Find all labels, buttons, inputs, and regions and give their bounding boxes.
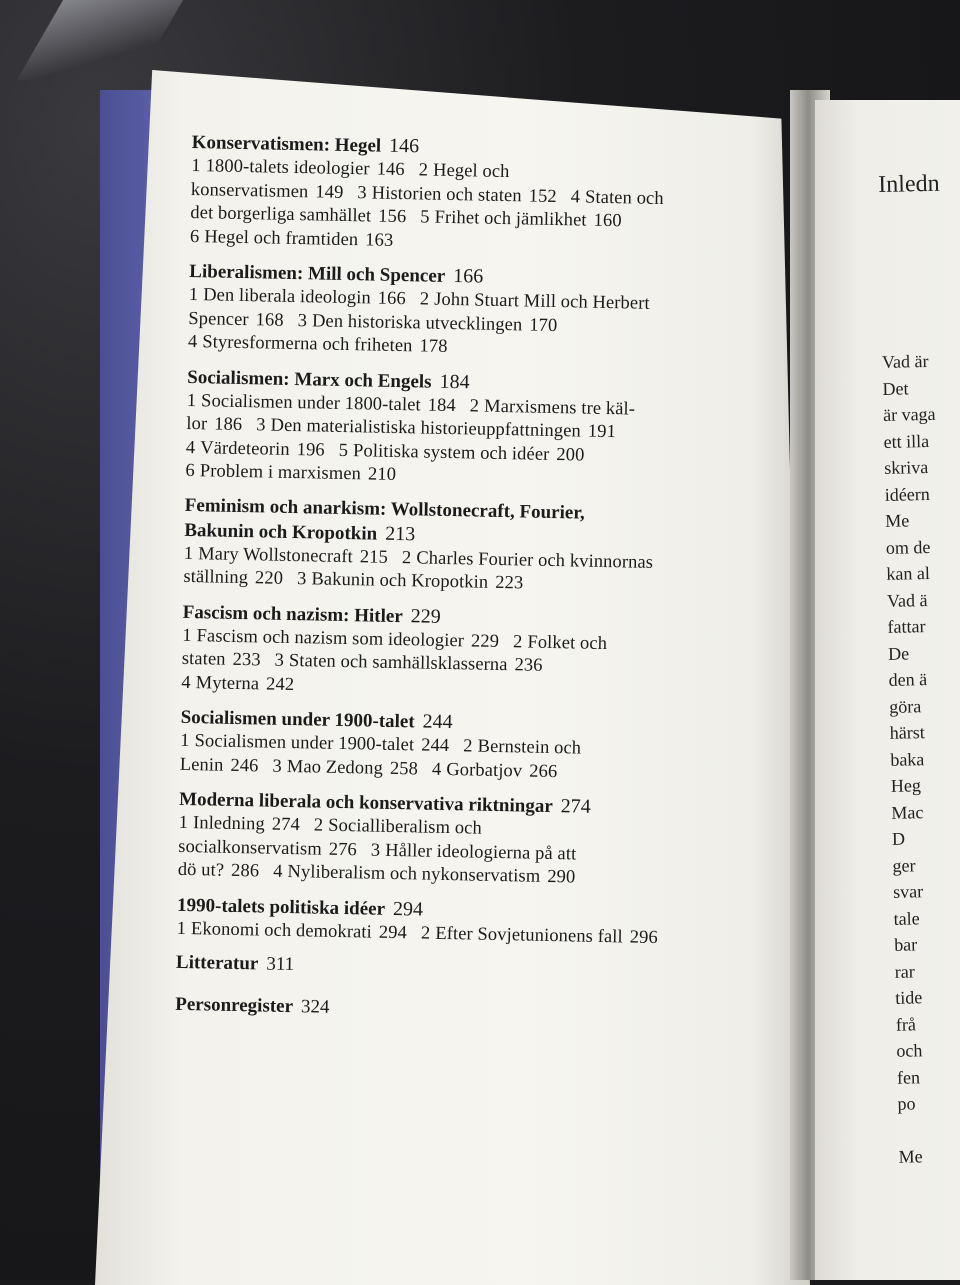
chapter-page: 146 <box>376 159 405 181</box>
chapter-title: Nyliberalism och nykonservatism <box>287 861 541 887</box>
section-title: 1990-talets politiska idéer <box>176 894 386 920</box>
personregister-page: 324 <box>300 996 330 1018</box>
right-page-line: Vad är <box>881 350 929 372</box>
personregister-heading <box>175 993 785 1029</box>
chapter-title: Mao Zedong <box>286 756 384 779</box>
chapter-number: 6 <box>189 226 200 247</box>
chapter-title: 1800-talets ideologier <box>205 156 370 180</box>
chapter-title: det borgerliga samhället <box>190 202 372 227</box>
section-page-number: 184 <box>439 370 470 393</box>
chapter-number: 3 <box>357 182 367 203</box>
chapter-number: 1 <box>178 812 189 834</box>
section-page-number: 213 <box>384 522 416 545</box>
right-page-line: po <box>897 1093 916 1114</box>
chapter-page: 168 <box>255 309 284 331</box>
right-page-line: är vaga <box>882 403 936 425</box>
chapter-title: ställning <box>183 566 249 589</box>
chapter-title: Socialismen under 1800-talet <box>200 390 421 415</box>
chapter-title: Inledning <box>192 813 266 835</box>
chapter-number: 4 <box>570 186 581 207</box>
right-page-line: skriva <box>883 457 929 478</box>
chapter-page: 266 <box>529 761 558 782</box>
section-title: Liberalismen: Mill och Spencer <box>189 260 446 287</box>
right-page-line: idéern <box>884 483 930 505</box>
chapter-page: 186 <box>214 414 243 436</box>
chapter-title: Mary Wollstonecraft <box>198 543 354 567</box>
chapter-page: 215 <box>359 546 389 568</box>
chapter-page: 246 <box>230 755 259 776</box>
chapter-number: 1 <box>186 390 197 411</box>
right-page-line: om de <box>885 536 931 558</box>
section-entries <box>181 624 792 706</box>
section-page-number: 146 <box>388 134 420 158</box>
chapter-title: Socialismen under 1900-talet <box>194 731 415 756</box>
chapter-page: 274 <box>271 814 301 836</box>
chapter-number: 5 <box>338 440 349 461</box>
right-page-line: tale <box>893 907 920 929</box>
chapter-number: 2 <box>420 923 431 944</box>
chapter-number: 5 <box>420 207 430 228</box>
personregister-title: Personregister <box>175 993 294 1018</box>
section-entries <box>178 812 789 894</box>
chapter-page: 160 <box>593 210 622 232</box>
chapter-number: 3 <box>272 756 283 777</box>
chapter-title: Folket och <box>527 632 608 654</box>
chapter-title: Charles Fourier och kvinnornas <box>416 547 654 573</box>
chapter-page: 258 <box>389 758 419 779</box>
toc-section <box>181 599 793 706</box>
right-page-line: baka <box>890 748 925 770</box>
section-title: Socialismen: Marx och Engels <box>187 366 432 393</box>
chapter-page: 178 <box>419 336 448 357</box>
chapter-title: Marxismens tre käl- <box>483 396 636 420</box>
chapter-page: 220 <box>254 568 284 589</box>
chapter-title: Ekonomi och demokrati <box>190 918 373 943</box>
chapter-page: 296 <box>629 927 658 948</box>
chapter-title: Problem i marxismen <box>199 461 362 485</box>
chapter-title: Den historiska utvecklingen <box>311 310 523 335</box>
toc-section <box>176 892 787 952</box>
chapter-number: 2 <box>512 631 523 652</box>
toc-section <box>188 259 800 366</box>
chapter-number: 2 <box>313 815 324 836</box>
chapter-page: 276 <box>328 839 358 860</box>
chapter-title: Den materialistiska historieuppfattningen <box>270 415 582 442</box>
litteratur-heading <box>176 951 786 987</box>
chapter-page: 191 <box>587 421 617 443</box>
right-page-line: Me <box>885 510 910 531</box>
right-page-line: fen <box>896 1066 921 1088</box>
toc-section <box>178 787 790 894</box>
chapter-number: 4 <box>181 672 191 693</box>
chapter-number: 2 <box>469 395 480 417</box>
chapter-number: 2 <box>419 289 430 310</box>
right-page-line: fattar <box>887 616 926 637</box>
chapter-page: 166 <box>377 288 407 310</box>
chapter-page: 196 <box>296 439 325 461</box>
chapter-page: 229 <box>470 630 500 652</box>
right-page-line: kan al <box>886 563 931 584</box>
section-entries <box>190 155 802 261</box>
chapter-title: Lenin <box>179 754 224 776</box>
toc-section <box>185 364 797 495</box>
chapter-number: 3 <box>256 415 266 436</box>
chapter-page: 244 <box>421 735 450 757</box>
chapter-number: 2 <box>418 160 429 181</box>
section-title: Fascism och nazism: Hitler <box>182 601 403 627</box>
chapter-title: Staten och <box>584 187 664 209</box>
chapter-number: 2 <box>401 547 412 568</box>
section-title: Moderna liberala och konservativa riktningar <box>178 788 553 818</box>
chapter-number: 3 <box>370 840 381 861</box>
chapter-title: Den liberala ideologin <box>202 285 371 309</box>
chapter-number: 2 <box>463 736 473 757</box>
section-title-cont: Bakunin och Kropotkin <box>184 519 378 545</box>
chapter-number: 1 <box>188 284 199 306</box>
chapter-title: dö ut? <box>177 859 225 881</box>
chapter-number: 1 <box>191 155 201 177</box>
right-page-line: De <box>887 642 910 664</box>
section-entries <box>185 389 797 495</box>
chapter-title: staten <box>181 648 226 670</box>
chapter-number: 1 <box>180 730 190 752</box>
chapter-page: 286 <box>230 860 260 882</box>
chapter-number: 4 <box>185 437 196 458</box>
chapter-number: 1 <box>182 625 192 646</box>
chapter-number: 4 <box>187 331 198 353</box>
litteratur-page: 311 <box>266 953 295 976</box>
right-page-line: tide <box>895 987 923 1008</box>
toc-section <box>180 705 791 789</box>
right-page-line: och <box>896 1040 923 1061</box>
chapter-page: 200 <box>556 444 585 466</box>
chapter-page: 163 <box>365 229 394 251</box>
chapter-title: Socialliberalism och <box>328 815 482 839</box>
toc-section <box>183 493 795 601</box>
chapter-page: 223 <box>495 572 524 594</box>
chapter-title: lor <box>186 413 208 435</box>
chapter-title: Värdeteorin <box>200 437 290 460</box>
chapter-page: 242 <box>265 674 295 695</box>
right-page-line: göra <box>888 695 922 717</box>
chapter-number: 3 <box>274 650 285 671</box>
chapter-page: 210 <box>367 464 397 485</box>
chapter-title: socialkonservatism <box>178 836 323 860</box>
right-page-line: Det <box>882 377 909 399</box>
chapter-number: 1 <box>176 918 187 939</box>
right-page-title: Inledn <box>878 170 940 198</box>
chapter-title: Frihet och jämlikhet <box>434 207 587 231</box>
chapter-title: Hegel och framtiden <box>204 226 359 250</box>
section-title: Socialismen under 1900-talet <box>180 706 415 733</box>
right-page-line: Me <box>898 1146 923 1167</box>
chapter-page: 294 <box>378 922 408 943</box>
right-page-line: den ä <box>888 669 928 690</box>
chapter-number: 1 <box>183 543 194 564</box>
right-page-line: D <box>891 828 906 849</box>
section-page-number: 166 <box>452 265 484 288</box>
chapter-number: 4 <box>431 759 442 780</box>
right-page-line: ger <box>892 854 916 876</box>
chapter-page: 156 <box>378 206 407 228</box>
right-page-line: rar <box>894 960 915 982</box>
chapter-title: konservatismen <box>190 179 309 202</box>
litteratur-title: Litteratur <box>175 951 259 975</box>
chapter-title: Bernstein och <box>477 736 582 759</box>
chapter-number: 6 <box>185 460 196 482</box>
chapter-page: 152 <box>528 185 557 207</box>
chapter-page: 233 <box>232 649 261 671</box>
chapter-page: 149 <box>315 181 344 203</box>
right-page-line: bar <box>893 934 918 955</box>
chapter-page: 184 <box>427 395 456 416</box>
toc-section <box>190 130 802 261</box>
chapter-title: John Stuart Mill och Herbert <box>434 289 650 314</box>
chapter-title: Staten och samhällsklasserna <box>288 650 508 676</box>
section-page-number: 229 <box>410 604 441 628</box>
section-title: Konservatismen: Hegel <box>191 131 382 157</box>
chapter-page: 170 <box>529 315 558 336</box>
right-page-line: ett illa <box>883 430 930 452</box>
chapter-number: 4 <box>272 861 283 882</box>
section-page-number: 274 <box>560 795 591 818</box>
section-page-number: 294 <box>392 897 424 921</box>
chapter-title: Spencer <box>188 308 249 330</box>
chapter-number: 3 <box>296 569 307 590</box>
right-page-line: frå <box>895 1013 917 1035</box>
right-page-line: Mac <box>891 801 924 823</box>
chapter-page: 236 <box>514 655 543 676</box>
chapter-title: Styresformerna och friheten <box>202 332 413 357</box>
right-page-line: Vad ä <box>886 589 928 611</box>
chapter-title: Fascism och nazism som ideologier <box>196 625 465 651</box>
chapter-title: Historien och staten <box>371 182 522 206</box>
table-of-contents <box>175 130 802 1047</box>
chapter-number: 3 <box>297 310 308 331</box>
chapter-title: Hegel och <box>432 160 510 183</box>
chapter-page: 290 <box>547 866 576 888</box>
right-page-line: svar <box>892 881 924 902</box>
section-title: Feminism och anarkism: Wollstonecraft, Fourier, <box>184 494 585 524</box>
chapter-title: Efter Sovjetunionens fall <box>435 923 623 947</box>
right-page-line: härst <box>889 722 925 743</box>
chapter-title: Håller ideologierna på att <box>385 840 577 865</box>
right-page-line <box>898 1116 960 1144</box>
section-entries <box>188 284 799 366</box>
chapter-title: Politiska system och idéer <box>352 440 550 465</box>
chapter-title: Myterna <box>195 672 260 694</box>
chapter-title: Gorbatjov <box>446 759 523 781</box>
chapter-title: Bakunin och Kropotkin <box>311 569 489 593</box>
right-page-line: Heg <box>890 775 922 796</box>
section-page-number: 244 <box>422 710 453 734</box>
